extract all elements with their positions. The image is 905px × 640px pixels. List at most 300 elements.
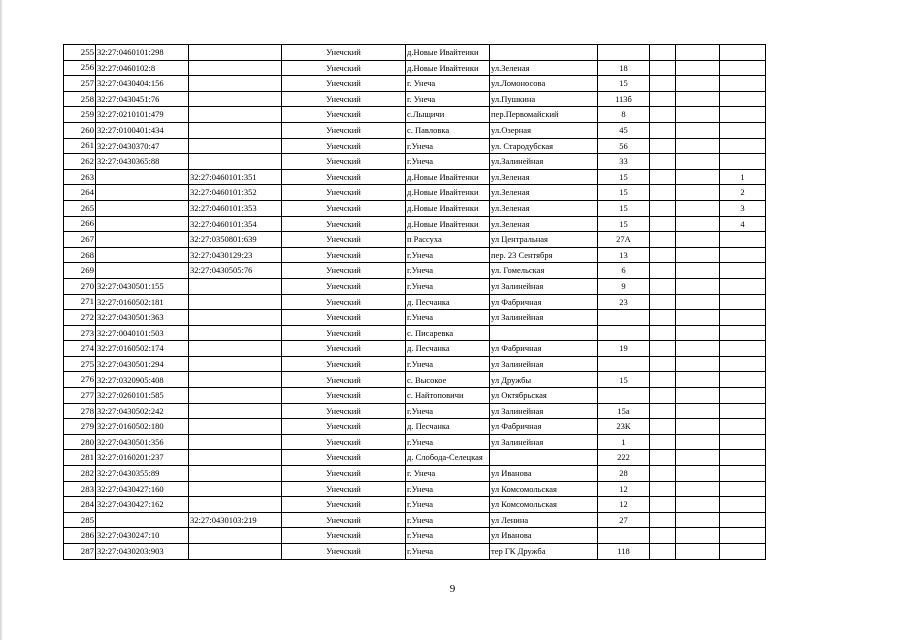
apartment-number-cell [720, 91, 766, 107]
apartment-number-cell [720, 403, 766, 419]
row-number: 258 [64, 91, 96, 107]
street-cell: ул Фабричная [490, 419, 598, 435]
district-cell: Унечский [282, 278, 406, 294]
apartment-number-cell [720, 341, 766, 357]
cadastral-number-alt-cell [189, 107, 282, 123]
table-row [64, 45, 766, 61]
table-row [64, 200, 766, 216]
street-cell: ул Ленина [490, 512, 598, 528]
empty-cell [676, 434, 720, 450]
cadastral-number-cell: 32:27:0160502:180 [96, 419, 189, 435]
settlement-cell: с. Найтоповичи [406, 388, 490, 404]
empty-cell [650, 356, 676, 372]
district-cell: Унечский [282, 512, 406, 528]
empty-cell [676, 122, 720, 138]
cadastral-number-cell: 32:27:0160502:181 [96, 294, 189, 310]
table-row [64, 434, 766, 450]
cadastral-number-alt-cell: 32:27:0430103:219 [189, 512, 282, 528]
row-number: 275 [64, 356, 96, 372]
settlement-cell: д. Слобода-Селецкая [406, 450, 490, 466]
row-number: 255 [64, 45, 96, 61]
row-number: 278 [64, 403, 96, 419]
empty-cell [650, 512, 676, 528]
apartment-number-cell [720, 263, 766, 279]
apartment-number-cell [720, 528, 766, 544]
apartment-number-cell [720, 481, 766, 497]
empty-cell [650, 497, 676, 513]
street-cell: ул Фабричная [490, 341, 598, 357]
apartment-number-cell [720, 388, 766, 404]
apartment-number-cell [720, 294, 766, 310]
apartment-number-cell [720, 278, 766, 294]
empty-cell [676, 91, 720, 107]
apartment-number-cell [720, 45, 766, 61]
table-row [64, 356, 766, 372]
empty-cell [650, 247, 676, 263]
apartment-number-cell [720, 434, 766, 450]
street-cell: ул. Стародубская [490, 138, 598, 154]
house-number-cell: 15 [598, 76, 650, 92]
row-number: 273 [64, 325, 96, 341]
empty-cell [676, 247, 720, 263]
apartment-number-cell [720, 356, 766, 372]
apartment-number-cell [720, 60, 766, 76]
house-number-cell [598, 45, 650, 61]
cadastral-number-cell: 32:27:0430501:363 [96, 310, 189, 326]
apartment-number-cell [720, 466, 766, 482]
table-row [64, 185, 766, 201]
street-cell: ул.Зеленая [490, 60, 598, 76]
empty-cell [650, 232, 676, 248]
cadastral-number-alt-cell [189, 481, 282, 497]
empty-cell [676, 107, 720, 123]
table-row [64, 107, 766, 123]
house-number-cell: 1 [598, 434, 650, 450]
table-row [64, 294, 766, 310]
empty-cell [676, 310, 720, 326]
district-cell: Унечский [282, 91, 406, 107]
cadastral-number-cell: 32:27:0430427:160 [96, 481, 189, 497]
street-cell: ул Октябрьская [490, 388, 598, 404]
empty-cell [650, 278, 676, 294]
apartment-number-cell [720, 497, 766, 513]
district-cell: Унечский [282, 497, 406, 513]
settlement-cell: д.Новые Ивайтенки [406, 185, 490, 201]
district-cell: Унечский [282, 107, 406, 123]
empty-cell [650, 122, 676, 138]
row-number: 279 [64, 419, 96, 435]
cadastral-number-cell: 32:27:0430501:294 [96, 356, 189, 372]
district-cell: Унечский [282, 185, 406, 201]
empty-cell [676, 388, 720, 404]
house-number-cell: 33 [598, 154, 650, 170]
row-number: 266 [64, 216, 96, 232]
street-cell: ул Дружбы [490, 372, 598, 388]
district-cell: Унечский [282, 466, 406, 482]
row-number: 274 [64, 341, 96, 357]
cadastral-number-cell: 32:27:0260101:585 [96, 388, 189, 404]
house-number-cell: 15 [598, 372, 650, 388]
street-cell: ул.Озерная [490, 122, 598, 138]
house-number-cell: 6 [598, 263, 650, 279]
row-number: 268 [64, 247, 96, 263]
row-number: 285 [64, 512, 96, 528]
table-row [64, 91, 766, 107]
empty-cell [676, 528, 720, 544]
house-number-cell: 15 [598, 169, 650, 185]
house-number-cell: 13 [598, 247, 650, 263]
empty-cell [650, 450, 676, 466]
street-cell: ул.Зеленая [490, 216, 598, 232]
cadastral-number-alt-cell [189, 544, 282, 560]
empty-cell [650, 310, 676, 326]
settlement-cell: д.Новые Ивайтенки [406, 60, 490, 76]
settlement-cell: г.Унеча [406, 138, 490, 154]
settlement-cell: г.Унеча [406, 544, 490, 560]
settlement-cell: г.Унеча [406, 278, 490, 294]
apartment-number-cell [720, 247, 766, 263]
house-number-cell: 23К [598, 419, 650, 435]
empty-cell [676, 45, 720, 61]
table-row [64, 325, 766, 341]
cadastral-number-cell: 32:27:0040101:503 [96, 325, 189, 341]
settlement-cell: с. Высокое [406, 372, 490, 388]
row-number: 267 [64, 232, 96, 248]
cadastral-number-alt-cell [189, 91, 282, 107]
street-cell: ул Залинейная [490, 356, 598, 372]
house-number-cell: 222 [598, 450, 650, 466]
cadastral-number-alt-cell [189, 310, 282, 326]
empty-cell [650, 388, 676, 404]
settlement-cell: г.Унеча [406, 434, 490, 450]
empty-cell [676, 232, 720, 248]
table-row [64, 512, 766, 528]
settlement-cell: г. Унеча [406, 76, 490, 92]
cadastral-number-cell: 32:27:0430370:47 [96, 138, 189, 154]
cadastral-number-cell [96, 512, 189, 528]
row-number: 269 [64, 263, 96, 279]
district-cell: Унечский [282, 528, 406, 544]
district-cell: Унечский [282, 403, 406, 419]
cadastral-number-cell [96, 200, 189, 216]
house-number-cell: 15 [598, 185, 650, 201]
empty-cell [676, 544, 720, 560]
row-number: 270 [64, 278, 96, 294]
empty-cell [650, 154, 676, 170]
settlement-cell: г.Унеча [406, 512, 490, 528]
street-cell: ул Залинейная [490, 310, 598, 326]
empty-cell [676, 294, 720, 310]
settlement-cell: д.Новые Ивайтенки [406, 200, 490, 216]
table-body [64, 45, 766, 560]
cadastral-number-alt-cell [189, 294, 282, 310]
apartment-number-cell [720, 138, 766, 154]
empty-cell [676, 154, 720, 170]
cadastral-number-alt-cell: 32:27:0460101:352 [189, 185, 282, 201]
house-number-cell: 18 [598, 60, 650, 76]
table-row [64, 278, 766, 294]
row-number: 277 [64, 388, 96, 404]
street-cell [490, 450, 598, 466]
empty-cell [676, 341, 720, 357]
row-number: 276 [64, 372, 96, 388]
scan-edge [0, 0, 3, 640]
empty-cell [676, 138, 720, 154]
empty-cell [676, 372, 720, 388]
house-number-cell: 27 [598, 512, 650, 528]
cadastral-number-cell: 32:27:0320905:408 [96, 372, 189, 388]
district-cell: Унечский [282, 263, 406, 279]
row-number: 272 [64, 310, 96, 326]
empty-cell [676, 76, 720, 92]
apartment-number-cell [720, 325, 766, 341]
street-cell [490, 325, 598, 341]
empty-cell [676, 263, 720, 279]
table-row [64, 247, 766, 263]
table-row [64, 122, 766, 138]
house-number-cell: 12 [598, 481, 650, 497]
table-row [64, 154, 766, 170]
street-cell: ул Комсомольская [490, 481, 598, 497]
house-number-cell: 45 [598, 122, 650, 138]
street-cell: ул Залинейная [490, 434, 598, 450]
table-row [64, 419, 766, 435]
apartment-number-cell: 4 [720, 216, 766, 232]
district-cell: Унечский [282, 325, 406, 341]
cadastral-number-alt-cell [189, 341, 282, 357]
cadastral-number-alt-cell [189, 60, 282, 76]
district-cell: Унечский [282, 434, 406, 450]
empty-cell [650, 45, 676, 61]
apartment-number-cell: 1 [720, 169, 766, 185]
registry-table [63, 44, 766, 560]
empty-cell [676, 419, 720, 435]
table-row [64, 403, 766, 419]
cadastral-number-alt-cell [189, 372, 282, 388]
empty-cell [650, 216, 676, 232]
row-number: 271 [64, 294, 96, 310]
table-row [64, 528, 766, 544]
apartment-number-cell: 3 [720, 200, 766, 216]
empty-cell [676, 497, 720, 513]
empty-cell [676, 200, 720, 216]
cadastral-number-alt-cell: 32:27:0460101:354 [189, 216, 282, 232]
empty-cell [650, 294, 676, 310]
house-number-cell: 9 [598, 278, 650, 294]
empty-cell [676, 325, 720, 341]
district-cell: Унечский [282, 544, 406, 560]
cadastral-number-cell: 32:27:0430502:242 [96, 403, 189, 419]
street-cell: пер. 23 Сентября [490, 247, 598, 263]
empty-cell [650, 544, 676, 560]
cadastral-number-cell [96, 232, 189, 248]
house-number-cell: 15 [598, 216, 650, 232]
row-number: 282 [64, 466, 96, 482]
row-number: 261 [64, 138, 96, 154]
house-number-cell [598, 310, 650, 326]
table-row [64, 466, 766, 482]
row-number: 263 [64, 169, 96, 185]
cadastral-number-cell: 32:27:0210101:479 [96, 107, 189, 123]
empty-cell [650, 403, 676, 419]
street-cell: ул Комсомольская [490, 497, 598, 513]
street-cell: ул Иванова [490, 466, 598, 482]
cadastral-number-cell: 32:27:0430451:76 [96, 91, 189, 107]
row-number: 259 [64, 107, 96, 123]
district-cell: Унечский [282, 60, 406, 76]
apartment-number-cell [720, 419, 766, 435]
empty-cell [650, 185, 676, 201]
cadastral-number-cell: 32:27:0430355:89 [96, 466, 189, 482]
settlement-cell: г.Унеча [406, 481, 490, 497]
cadastral-number-alt-cell [189, 466, 282, 482]
empty-cell [650, 91, 676, 107]
empty-cell [650, 107, 676, 123]
cadastral-number-cell: 32:27:0460101:298 [96, 45, 189, 61]
table-row [64, 169, 766, 185]
row-number: 283 [64, 481, 96, 497]
cadastral-number-alt-cell: 32:27:0430505:76 [189, 263, 282, 279]
empty-cell [650, 76, 676, 92]
street-cell: ул Фабричная [490, 294, 598, 310]
street-cell: ул.Зеленая [490, 185, 598, 201]
street-cell [490, 45, 598, 61]
cadastral-number-cell: 32:27:0430501:356 [96, 434, 189, 450]
row-number: 284 [64, 497, 96, 513]
district-cell: Унечский [282, 247, 406, 263]
district-cell: Унечский [282, 388, 406, 404]
row-number: 256 [64, 60, 96, 76]
cadastral-number-cell [96, 169, 189, 185]
settlement-cell: г.Унеча [406, 310, 490, 326]
empty-cell [650, 200, 676, 216]
settlement-cell: г. Унеча [406, 91, 490, 107]
cadastral-number-alt-cell [189, 403, 282, 419]
cadastral-number-alt-cell [189, 138, 282, 154]
settlement-cell: с.Лыщичи [406, 107, 490, 123]
district-cell: Унечский [282, 200, 406, 216]
table-row [64, 216, 766, 232]
row-number: 262 [64, 154, 96, 170]
table-row [64, 310, 766, 326]
settlement-cell: д. Песчанка [406, 419, 490, 435]
row-number: 280 [64, 434, 96, 450]
row-number: 265 [64, 200, 96, 216]
district-cell: Унечский [282, 45, 406, 61]
cadastral-number-cell: 32:27:0430203:903 [96, 544, 189, 560]
apartment-number-cell [720, 310, 766, 326]
house-number-cell: 19 [598, 341, 650, 357]
settlement-cell: п Рассуха [406, 232, 490, 248]
table-row [64, 60, 766, 76]
empty-cell [676, 403, 720, 419]
table-row [64, 481, 766, 497]
house-number-cell: 15 [598, 200, 650, 216]
street-cell: ул Центральная [490, 232, 598, 248]
district-cell: Унечский [282, 310, 406, 326]
cadastral-number-cell [96, 247, 189, 263]
cadastral-number-alt-cell [189, 76, 282, 92]
row-number: 264 [64, 185, 96, 201]
cadastral-number-alt-cell [189, 434, 282, 450]
settlement-cell: г.Унеча [406, 356, 490, 372]
street-cell: ул. Гомельская [490, 263, 598, 279]
house-number-cell [598, 388, 650, 404]
empty-cell [676, 356, 720, 372]
settlement-cell: д.Новые Ивайтенки [406, 169, 490, 185]
street-cell: ул Иванова [490, 528, 598, 544]
empty-cell [650, 263, 676, 279]
table-row [64, 450, 766, 466]
district-cell: Унечский [282, 169, 406, 185]
district-cell: Унечский [282, 481, 406, 497]
table-row [64, 497, 766, 513]
cadastral-number-cell: 32:27:0430501:155 [96, 278, 189, 294]
table-row [64, 138, 766, 154]
empty-cell [650, 138, 676, 154]
cadastral-number-cell: 32:27:0430247:10 [96, 528, 189, 544]
district-cell: Унечский [282, 450, 406, 466]
empty-cell [676, 216, 720, 232]
empty-cell [650, 325, 676, 341]
table-row [64, 372, 766, 388]
apartment-number-cell [720, 450, 766, 466]
apartment-number-cell [720, 544, 766, 560]
cadastral-number-alt-cell [189, 154, 282, 170]
apartment-number-cell [720, 512, 766, 528]
table-row [64, 232, 766, 248]
empty-cell [650, 481, 676, 497]
house-number-cell [598, 325, 650, 341]
apartment-number-cell: 2 [720, 185, 766, 201]
street-cell: ул.Пушкина [490, 91, 598, 107]
empty-cell [676, 169, 720, 185]
house-number-cell: 12 [598, 497, 650, 513]
row-number: 260 [64, 122, 96, 138]
empty-cell [650, 60, 676, 76]
cadastral-number-alt-cell: 32:27:0350801:639 [189, 232, 282, 248]
table-row [64, 388, 766, 404]
settlement-cell: г.Унеча [406, 528, 490, 544]
cadastral-number-cell: 32:27:0430404:156 [96, 76, 189, 92]
empty-cell [676, 466, 720, 482]
apartment-number-cell [720, 122, 766, 138]
house-number-cell: 23 [598, 294, 650, 310]
settlement-cell: г.Унеча [406, 263, 490, 279]
street-cell: ул Залинейная [490, 278, 598, 294]
district-cell: Унечский [282, 122, 406, 138]
district-cell: Унечский [282, 356, 406, 372]
apartment-number-cell [720, 372, 766, 388]
settlement-cell: г.Унеча [406, 497, 490, 513]
cadastral-number-alt-cell [189, 528, 282, 544]
empty-cell [676, 512, 720, 528]
empty-cell [650, 169, 676, 185]
cadastral-number-alt-cell [189, 450, 282, 466]
settlement-cell: г.Унеча [406, 247, 490, 263]
cadastral-number-cell: 32:27:0430427:162 [96, 497, 189, 513]
cadastral-number-alt-cell [189, 278, 282, 294]
house-number-cell: 15а [598, 403, 650, 419]
street-cell: тер ГК Дружба [490, 544, 598, 560]
cadastral-number-alt-cell [189, 45, 282, 61]
table-row [64, 76, 766, 92]
row-number: 257 [64, 76, 96, 92]
settlement-cell: г.Унеча [406, 403, 490, 419]
cadastral-number-cell: 32:27:0460102:8 [96, 60, 189, 76]
empty-cell [676, 278, 720, 294]
cadastral-number-cell: 32:27:0100401:434 [96, 122, 189, 138]
